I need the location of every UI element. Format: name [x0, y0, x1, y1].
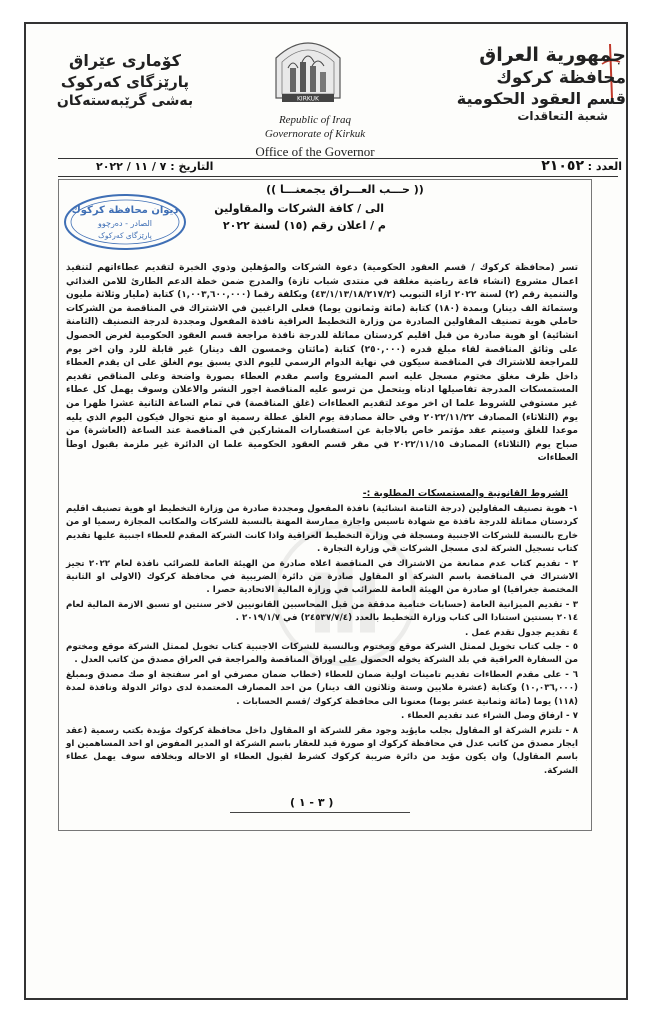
meta-divider — [58, 176, 618, 177]
header-kurdish-line-2: پارێزگای کەرکوک — [60, 72, 190, 91]
slogan: (( حـــب العـــراق يجمعنـــا )) — [266, 183, 424, 196]
header-line-governorate: محافظة كركوك — [496, 67, 626, 88]
header-kurdish-line-1: كۆمارى عێراق — [69, 51, 181, 70]
conditions-title: الشروط القانونية والمستمسكات المطلوبة :- — [362, 488, 568, 499]
office-title: Office of the Governor — [255, 144, 375, 159]
page-number: ( ٣ - ١ ) — [290, 796, 334, 809]
addressee: الى / كافة الشركات والمقاولين — [214, 202, 384, 215]
english-line-republic: Republic of Iraq — [278, 114, 352, 126]
header-kurdish-line-3: بەشی گرێبەستەکان — [56, 92, 194, 109]
announcement-body: تسر (محافظة كركوك / قسم العقود الحكومية) دعوة الشركات والمؤهلين وذوي الخبرة لتقديم عطاءاتهم لتنفيذ اعمال مشروع (انشاء قاعة رياضية مغلقة في منتدى شباب تازة) والمدرج ضمن خطة الدعم الطارئ للامن الغذائي والتنمية رقم (٢) لسنة ٢٠٢٢ ازاء التبويب (٤٣/١/١٣/١٨/٢١٧/٢) وبكلفة رقما (١,٠٠٣,٦٠٠,٠٠٠) كتابة (مليار وثلاثة مليون وستمائة الف دينار) وبمدة (١٨٠) كتابة (مائة وثمانون يوما) فعلى الراغبين في الاشتراك في المناقصة من الشركات حاملي هوية تصنيف المقاولين الصادرة من وزارة التخطيط العراقية نافذة المفعول ومجددة لدرجة التصنيف (الثامنة انشائية) او هوية صادرة من قبل اقليم كردستان مماثلة للدرجة نافذة مراجعة قسم العقود الحكومية لغرض الحصول على وثائق المناقصة لقاء مبلغ قدره (٢٥٠,٠٠٠) كتابة (مائتان وخمسون الف دينار) غير قابلة للرد وان اخر يوم للمراجعة للاشتراك في المناقصة سيكون في نهاية الدوام الرسمي لليوم الذي يسبق يوم الغلق على ان يقدم العطاء داخل ظرف مغلق مختوم مسجل عليه اسم المشروع واسم مقدم العطاء بصورة واضحة وعلى المناقص تقديم المستمسكات المدرجة تفاصيلها ادناه ويتحمل من ترسو عليه المناقصة اجور النشر والاعلان وسوف يهمل كل عطاء غير مستوفي للشروط علما ان اخر موعد لتقديم العطاءات (غلق المناقصة) في تمام الساعة الثانية عشرا ظهرا من يوم (الثلاثاء) المصادف ٢٠٢٢/١١/٢٢ وفي حالة مصادفة يوم الغلق عطلة رسمية او منع تجوال فيكون اليوم الذي يليه موعدا للغلق وسيتم عقد مؤتمر خاص بالاجابة عن استفسارات المشاركين في المناقصة عند الساعة (العاشرة) من صباح يوم (الثلاثاء) المصادف ٢٠٢٢/١١/١٥ في مقر قسم العقود الحكومية علما ان الدائرة غير ملزمة بقبول اوطأ العطاءات — [66, 263, 578, 464]
header-english — [230, 114, 400, 142]
condition-item: ٧ - ارفاق وصل الشراء عند تقديم العطاء . — [401, 711, 578, 722]
condition-item: ٥ - جلب كتاب تخويل لممثل الشركة موقع ومختوم وبالنسبة للشركات الاجنبية كتاب تخويل لممثل الشركة موقع ومختوم من السفارة العراقية في بلد الشركة يخوله الحصول على اوراق المناقصة والمراجعة في العراق مصدق من كاتب العدل . — [66, 642, 578, 666]
page-number-rule — [230, 812, 410, 813]
condition-item: ٢ - تقديم كتاب عدم ممانعة من الاشتراك في المناقصة اعلاه صادرة من الهيئة العامة للضرائب نافذة لعام ٢٠٢٢ تجيز الاشتراك في المناقصة باسم الشركة او المقاول صادرة من دائرة الضريبية في محافظة كركوك (الاولى او الثانية المختصة جغرافيا) او صادرة من الهيئة العامة للضرائب في وزارة المالية الاتحادية حصرا . — [66, 558, 578, 596]
header-arabic — [436, 44, 626, 124]
header-divider — [58, 158, 618, 159]
condition-item: ٤ تقديم جدول تقدم عمل . — [465, 627, 578, 638]
kirkuk-emblem-icon — [268, 28, 348, 114]
condition-item: ٣ - تقديم الميزانية العامة (حسابات ختامية مدققة من قبل المحاسبين القانونيين لاخر سنتين او تسبق الازمة المالية لعام ٢٠١٤ بسنتين استنادا الى كتاب وزارة التخطيط بالعدد (٢٤٥٣٧/٧/٤) في ٢٠١٩/١/٧ . — [66, 599, 578, 624]
header-line-department: قسم العقود الحكومية — [456, 89, 626, 108]
stamp-line-2: الصادر - دەرچوو — [98, 219, 152, 228]
condition-item: ١- هوية تصنيف المقاولين (درجة الثامنة انشائية) نافذة المفعول ومجددة صادرة من وزارة التخطيط او هوية تصنيف اقليم كردستان مماثلة للدرجة نافذة مع شهادة تاسيس واجازة ممارسة المهنة بالنسبة للشركات والمكاتب المجازة رسميا او من خارج بالنسبة للشركات الاجنبية ومسجلة في وزارة التخطيط العراقية واذا كانت الشركة المقدم للعطاء اجنبية عليها تقديم كتاب تسجيل الشركة لدى مسجل الشركات في وزارة التجارة . — [66, 504, 578, 555]
stamp-line-1: ديوان محافظة كركوك — [71, 205, 179, 216]
condition-item: ٨ - تلتزم الشركة او المقاول بجلب مايؤيد وجود مقر للشركة او المقاول داخل محافظة كركوك مؤيدة بكتب رسمية (عقد ايجار مصدق من كاتب عدل في محافظة كركوك او صورة قيد للعقار باسم الشركة او المدير المفوض او احد المساهمين او باسم المقاول) وان يكون مؤيد من دائرة ضريبة كركوك كشرط لقبول العطاء او الاحاله وبخلافه سوف يهمل عطاء الشركة. — [66, 725, 578, 776]
office-stamp — [62, 192, 188, 252]
condition-item: ٦ - على مقدم العطاءات تقديم تامينات اولية ضمان للعطاء (خطاب ضمان مصرفي او امر سفتجة او صك مصدق وبمبلغ (١٠,٠٣٦,٠٠٠) وكتابة (عشرة ملايين وستة وثلاثون الف دينار) من احد المصارف المعتمدة لدى دوائر الدولة ونافذة لمدة (١١٨) يوما (مائة وثمانية عشر يوما) معنونا الى محافظة كركوك /قسم الحسابات . — [66, 669, 578, 707]
document-number: ٢١٠٥٢ — [541, 158, 584, 174]
stamp-line-3: پارێزگای کەرکوک — [98, 231, 152, 240]
emblem-caption: KIRKUK — [297, 95, 319, 103]
document-number-label: العدد : — [587, 160, 622, 173]
header-kurdish — [40, 50, 210, 111]
english-line-governorate: Governorate of Kirkuk — [264, 127, 366, 140]
document-date: التاريخ : ٧ / ١١ / ٢٠٢٢ — [96, 160, 214, 173]
header-line-section: شعبة التعاقدات — [517, 109, 608, 123]
header-line-republic: جمهورية العراق — [479, 44, 626, 66]
announcement-number: م / اعلان رقم (١٥) لسنة ٢٠٢٢ — [222, 219, 386, 232]
conditions-list — [66, 503, 578, 779]
